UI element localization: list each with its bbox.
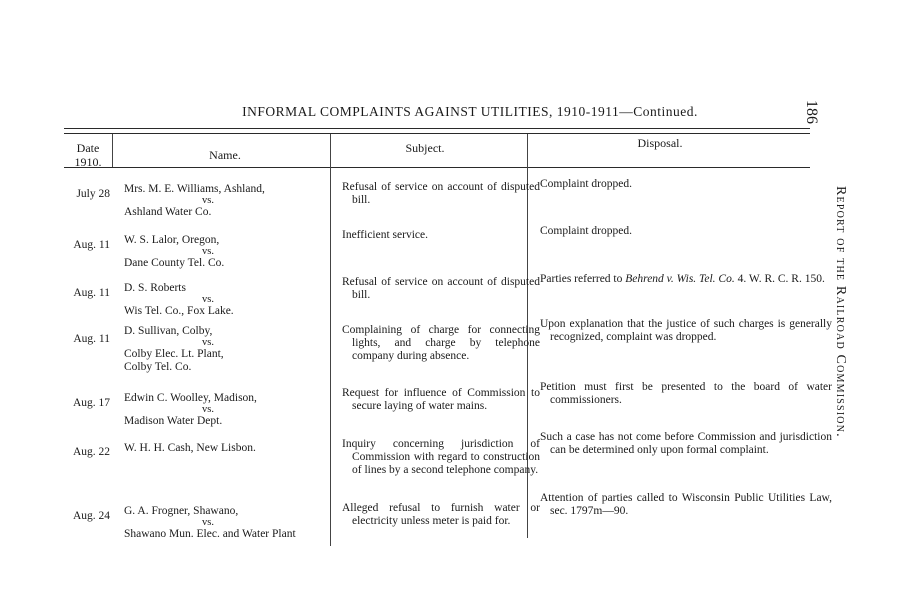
row-disposal: Such a case has not come before Commission and jurisdiction can be determined only upon formal complaint. bbox=[540, 431, 832, 456]
row-subject: Inefficient service. bbox=[342, 229, 428, 241]
row-date: Aug. 11 bbox=[73, 333, 110, 345]
versus: vs. bbox=[202, 404, 214, 415]
row-disposal: Petition must first be presented to the board of water commissioners. bbox=[540, 381, 832, 406]
versus: vs. bbox=[202, 517, 214, 528]
versus: vs. bbox=[202, 337, 214, 348]
row-subject: Request for influence of Commission to secure laying of water mains. bbox=[342, 387, 540, 412]
row-date: Aug. 24 bbox=[72, 510, 110, 522]
row-disposal: Attention of parties called to Wisconsin Public Utilities Law, sec. 1797m—90. bbox=[540, 492, 832, 517]
row-subject: Refusal of service on account of disputed bill. bbox=[342, 181, 540, 206]
complainant: Edwin C. Woolley, Madison, bbox=[124, 392, 257, 404]
row-date: Aug. 11 bbox=[73, 239, 110, 251]
page-heading: INFORMAL COMPLAINTS AGAINST UTILITIES, 1910-1911—Continued. bbox=[242, 104, 698, 119]
row-subject: Complaining of charge for connecting lights, and charge by telephone company during absence. bbox=[342, 324, 540, 362]
row-name bbox=[124, 325, 334, 374]
versus: vs. bbox=[202, 294, 214, 305]
column-header-disposal: Disposal. bbox=[637, 136, 683, 150]
respondent: Ashland Water Co. bbox=[124, 206, 212, 218]
respondent: Wis Tel. Co., Fox Lake. bbox=[124, 305, 234, 317]
row-disposal: Upon explanation that the justice of such charges is generally recognized, complaint was dropped. bbox=[540, 318, 832, 343]
page-number: 186 bbox=[803, 100, 820, 124]
top-rule-lower bbox=[64, 133, 810, 134]
row-name bbox=[124, 183, 334, 219]
row-date: July 28 bbox=[76, 188, 110, 200]
row-subject: Inquiry concerning jurisdiction of Commission with regard to construction of lines by a second telephone company. bbox=[342, 438, 540, 476]
complainant: D. S. Roberts bbox=[124, 282, 186, 294]
respondent: Colby Elec. Lt. Plant, bbox=[124, 348, 224, 360]
complainant: Mrs. M. E. Williams, Ashland, bbox=[124, 183, 265, 195]
complainant: D. Sullivan, Colby, bbox=[124, 325, 213, 337]
respondent: Shawano Mun. Elec. and Water Plant bbox=[124, 528, 296, 540]
row-disposal bbox=[540, 273, 832, 286]
row-subject: Alleged refusal to furnish water or electricity unless meter is paid for. bbox=[342, 502, 540, 527]
versus: vs. bbox=[202, 195, 214, 206]
column-header-subject: Subject. bbox=[405, 141, 445, 155]
row-name bbox=[124, 505, 334, 541]
complainant: W. S. Lalor, Oregon, bbox=[124, 234, 220, 246]
complainant: W. H. H. Cash, New Lisbon. bbox=[124, 442, 256, 454]
row-subject: Refusal of service on account of disputed bill. bbox=[342, 276, 540, 301]
column-header-date: Date 1910. bbox=[74, 141, 102, 169]
row-date: Aug. 22 bbox=[72, 446, 110, 458]
column-divider-date bbox=[112, 134, 113, 167]
row-name bbox=[124, 234, 334, 270]
column-header-name: Name. bbox=[209, 148, 241, 162]
top-rule-upper bbox=[64, 128, 810, 129]
row-date: Aug. 17 bbox=[72, 397, 110, 409]
row-date: Aug. 11 bbox=[73, 287, 110, 299]
case-citation: Behrend v. Wis. Tel. Co. bbox=[625, 273, 735, 285]
respondent: Dane County Tel. Co. bbox=[124, 257, 225, 269]
complainant: G. A. Frogner, Shawano, bbox=[124, 505, 239, 517]
row-disposal: Complaint dropped. bbox=[540, 225, 632, 237]
disposal-prefix: Parties referred to bbox=[540, 273, 623, 285]
header-bottom-rule bbox=[64, 167, 810, 168]
row-name bbox=[124, 442, 334, 455]
versus: vs. bbox=[202, 246, 214, 257]
respondent: Colby Tel. Co. bbox=[124, 361, 192, 373]
row-disposal: Complaint dropped. bbox=[540, 178, 632, 190]
row-name bbox=[124, 392, 334, 428]
running-side-title: Report of the Railroad Commission. bbox=[833, 186, 848, 438]
row-name bbox=[124, 282, 334, 318]
respondent: Madison Water Dept. bbox=[124, 415, 223, 427]
disposal-suffix: 4. W. R. C. R. 150. bbox=[737, 273, 825, 285]
